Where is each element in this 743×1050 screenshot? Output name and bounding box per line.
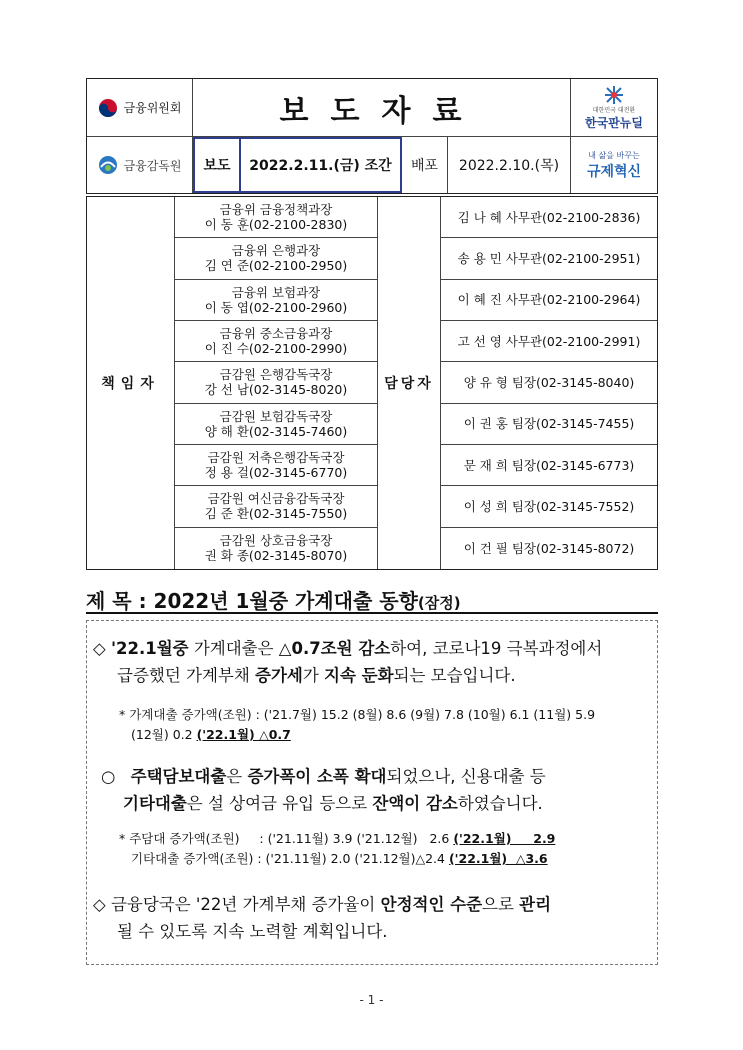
highlight-text: 관리	[519, 895, 552, 914]
highlight-text: 기타대출	[123, 794, 187, 813]
responsible-org: 금융위 중소금융과장	[219, 326, 333, 342]
responsible-person: 정 용 걸(02-3145-6770)	[204, 465, 348, 481]
note-text: * 가계대출 증가액(조원) : ('21.7월) 15.2 (8월) 8.6 (9월) 7.8 (10월) 6.1 (11월) 5.9	[119, 707, 596, 722]
circle-bullet-icon: ○	[101, 767, 116, 786]
korean-new-deal-logo	[571, 79, 657, 137]
fsc-emblem-icon	[98, 98, 118, 118]
page-number: - 1 -	[359, 993, 384, 1007]
reform-small-text: 내 삶을 바꾸는	[588, 150, 640, 160]
responsible-org: 금감원 상호금융국장	[219, 533, 333, 549]
note-text: (12월) 0.2	[131, 727, 197, 742]
responsible-row	[175, 197, 377, 238]
note-highlight: ('22.1월) 2.9	[453, 831, 556, 846]
responsible-org: 금감원 여신금융감독국장	[207, 491, 345, 507]
text: 가	[302, 666, 325, 685]
staff-row: 송 용 민 사무관(02-2100-2951)	[441, 238, 657, 279]
responsible-org: 금감원 저축은행감독국장	[207, 450, 345, 466]
fsc-name: 금융위원회	[123, 101, 182, 115]
responsible-person: 김 준 환(02-3145-7550)	[204, 506, 348, 522]
responsible-person: 양 해 환(02-3145-7460)	[204, 423, 348, 439]
subject-text: 제 목 : 2022년 1월중 가계대출 동향	[86, 589, 418, 613]
staff-row: 김 나 혜 사무관(02-2100-2836)	[441, 197, 657, 238]
staff-row: 문 재 희 팀장(02-3145-6773)	[441, 445, 657, 486]
highlight-text: 안정적인 수준	[380, 895, 483, 914]
staff-row: 이 성 희 팀장(02-3145-7552)	[441, 486, 657, 527]
responsible-org: 금융위 보험과장	[231, 284, 321, 300]
responsible-person: 이 동 훈(02-2100-2830)	[204, 217, 348, 233]
new-deal-star-icon	[597, 85, 631, 105]
distribute-label: 배포	[402, 137, 448, 193]
summary-point-3	[93, 891, 653, 945]
responsible-person: 김 연 준(02-2100-2950)	[204, 258, 348, 274]
contact-table	[86, 196, 658, 570]
staff-row: 이 건 필 팀장(02-3145-8072)	[463, 540, 635, 556]
highlight-text: 주택담보대출	[130, 767, 227, 786]
staff-row: 이 권 홍 팀장(02-3145-7455)	[441, 404, 657, 445]
text: 되는 모습입니다.	[393, 666, 516, 685]
responsible-person: 이 동 엽(02-2100-2960)	[204, 299, 348, 315]
text: 은	[226, 767, 248, 786]
note-highlight: ('22.1월) △3.6	[448, 851, 548, 866]
fsc-logo	[87, 79, 193, 137]
note-text: 기타대출 증가액(조원) : ('21.11월) 2.0 ('21.12월)△2.4	[131, 851, 449, 866]
responsible-row	[175, 404, 377, 445]
responsible-org: 금감원 은행감독국장	[219, 367, 333, 383]
distribute-date: 2022.2.10.(목)	[448, 137, 571, 193]
responsible-row	[175, 486, 377, 527]
text: 되었으나, 신용대출 등	[386, 767, 546, 786]
diamond-bullet-icon: ◇	[93, 639, 106, 658]
summary-point-1	[93, 635, 653, 689]
responsible-person: 이 진 수(02-2100-2990)	[204, 341, 348, 357]
subject-title	[86, 585, 658, 614]
text: 하여, 코로나19 극복과정에서	[390, 639, 603, 658]
new-deal-small-text: 대한민국 대전환	[592, 106, 636, 114]
note-mortgage-other	[119, 829, 654, 869]
text: 급증했던 가계부채	[117, 666, 256, 685]
highlight-text: △0.7조원 감소	[278, 639, 391, 658]
text: 으로	[482, 895, 520, 914]
diamond-bullet-icon: ◇	[93, 895, 106, 914]
new-deal-text: 한국판뉴딜	[585, 115, 643, 130]
highlight-text: 잔액이 감소	[372, 794, 458, 813]
release-label: 보도	[193, 137, 241, 193]
note-highlight: ('22.1월) △0.7	[196, 727, 291, 742]
responsible-org: 금감원 보험감독국장	[219, 408, 333, 424]
highlight-text: 증가세	[255, 666, 303, 685]
staff-row: 양 유 형 팀장(02-3145-8040)	[441, 362, 657, 403]
highlight-text: 지속 둔화	[324, 666, 394, 685]
text: 될 수 있도록 지속 노력할 계획입니다.	[117, 922, 388, 941]
responsible-org: 금융위 금융정책과장	[219, 202, 333, 218]
release-date: 2022.2.11.(금) 조간	[241, 137, 402, 193]
responsible-row	[175, 238, 377, 279]
responsible-person: 권 화 종(02-3145-8070)	[204, 548, 348, 564]
summary-point-2	[101, 763, 653, 817]
responsible-label: 책임자	[87, 197, 175, 569]
responsible-org: 금융위 은행과장	[231, 243, 321, 259]
fss-name: 금융감독원	[123, 158, 182, 173]
responsible-person: 강 선 남(02-3145-8020)	[204, 382, 348, 398]
note-household-loans	[119, 705, 654, 745]
staff-list	[441, 197, 657, 569]
responsible-row	[175, 321, 377, 362]
reform-text: 규제혁신	[586, 163, 642, 180]
subject-tag: (잠정)	[417, 594, 461, 612]
staff-label: 담당자	[377, 197, 441, 569]
fss-emblem-icon	[98, 155, 118, 175]
text: 은 설 상여금 유입 등으로	[186, 794, 373, 813]
text: 하였습니다.	[457, 794, 543, 813]
note-text: * 주담대 증가액(조원) : ('21.11월) 3.9 ('21.12월) 2.6	[119, 831, 454, 846]
responsible-row	[175, 280, 377, 321]
summary-box	[86, 620, 658, 965]
regulatory-reform-logo	[571, 137, 657, 193]
period-text: '22.1월중	[110, 639, 189, 658]
responsible-row	[175, 528, 377, 569]
fss-logo	[87, 137, 193, 193]
text: 가계대출은	[188, 639, 279, 658]
responsible-row	[175, 362, 377, 403]
staff-row: 고 선 영 사무관(02-2100-2991)	[441, 321, 657, 362]
responsible-row	[175, 445, 377, 486]
highlight-text: 증가폭이 소폭 확대	[247, 767, 387, 786]
page-title: 보도자료	[193, 79, 571, 137]
staff-row: 이 혜 진 사무관(02-2100-2964)	[441, 280, 657, 321]
text: 금융당국은 '22년 가계부채 증가율이	[110, 895, 381, 914]
header-table	[86, 78, 658, 194]
subject-divider	[86, 612, 658, 614]
responsible-list	[175, 197, 377, 569]
